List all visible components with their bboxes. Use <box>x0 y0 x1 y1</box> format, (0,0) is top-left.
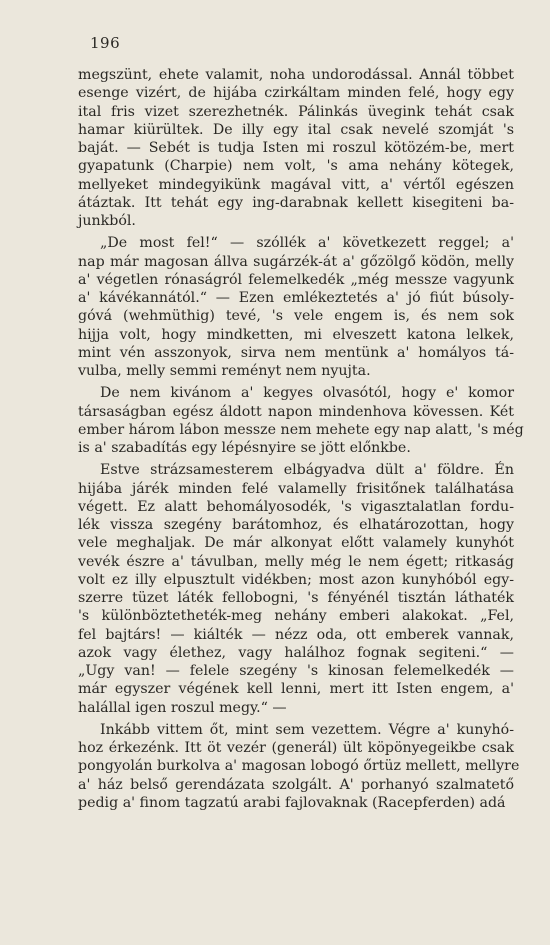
text-line: De nem kivánom a' kegyes olvasótól, hogy e' komor <box>100 385 514 402</box>
text-line: vele meghaljak. De már alkonyat előtt valamely kunyhót <box>78 535 514 552</box>
text-line: a' ház belső gerendázata szolgált. A' porhanyó szalmatető <box>78 776 514 793</box>
text-line: társaságban egész áldott napon mindenhova kövessen. Két <box>78 403 514 420</box>
text-line: vevék észre a' távulban, melly még le nem égett; ritkaság <box>78 553 514 570</box>
text-line: vulba, melly semmi reményt nem nyujta. <box>78 363 371 379</box>
text-line: hoz érkezénk. Itt öt vezér (generál) ült köpönyegeikbe csak <box>78 740 514 756</box>
text-line: pongyolán burkolva a' magosan lobogó őrtüz mellett, mellyre <box>78 758 520 775</box>
paragraph <box>78 384 524 457</box>
text-line: szerre tüzet láték fellobogni, 's fényénél tisztán láthaték <box>78 590 514 606</box>
text-line: Estve strázsamesterem elbágyadva dült a' földre. Én <box>100 462 514 479</box>
paragraph <box>78 234 514 380</box>
text-line: a' kávékannától.“ — Ezen emlékeztetés a' jó fiút búsoly- <box>78 290 514 306</box>
text-line: 's különböztetheték-meg nehány emberi alakokat. „Fel, <box>78 608 514 625</box>
text-line: halállal igen roszul megy.“ — <box>78 699 287 716</box>
text-line: hamar kiürültek. De illy egy ital csak nevelé szomját 's <box>78 121 514 138</box>
text-line: junkból. <box>78 213 136 229</box>
text-line: már egyszer végének kell lenni, mert itt Isten engem, a' <box>78 681 514 698</box>
paragraph <box>78 66 514 230</box>
text-line: volt ez illy elpusztult vidékben; most azon kunyhóból egy- <box>78 571 514 588</box>
text-line: hijába járék minden felé valamelly frisitőnek találhatása <box>78 480 514 497</box>
text-line: végett. Ez alatt behomályosodék, 's vigasztalatlan fordu- <box>78 498 514 515</box>
page-number: 196 <box>90 34 121 52</box>
paragraph <box>78 721 520 812</box>
text-line: mint vén asszonyok, sirva nem mentünk a' homályos tá- <box>78 344 514 361</box>
text-line: gyapatunk (Charpie) nem volt, 's ama nehány kötegek, <box>78 158 514 175</box>
text-line: fel bajtárs! — kiálték — nézz oda, ott emberek vannak, <box>78 626 514 643</box>
text-line: pedig a' finom tagzatú arabi fajlovaknak (Racepferden) adá <box>78 794 506 811</box>
text-line: átáztak. Itt tehát egy ing-darabnak kellett kisegiteni ba- <box>78 194 514 211</box>
text-line: a' végetlen rónaságról felemelkedék „még messze vagyunk <box>78 271 514 288</box>
text-line: is a' szabadítás egy lépésnyire se jött előnkbe. <box>78 440 411 456</box>
text-line: lék vissza szegény barátomhoz, és elhatározottan, hogy <box>78 517 514 533</box>
text-line: ember három lábon messze nem mehete egy nap alatt, 's még <box>78 421 524 438</box>
text-line: „Ugy van! — felele szegény 's kinosan felemelkedék — <box>78 663 514 679</box>
text-line: baját. — Sebét is tudja Isten mi roszul kötözém-be, mert <box>78 140 514 156</box>
body-text <box>78 66 524 812</box>
text-line: ital fris vizet szerezhetnék. Pálinkás üvegink tehát csak <box>78 103 514 120</box>
text-line: „De most fel!“ — szóllék a' következett reggel; a' <box>100 235 514 252</box>
text-line: Inkább vittem őt, mint sem vezettem. Végre a' kunyhó- <box>100 721 514 738</box>
text-line: mellyeket mindegyikünk magával vitt, a' vértől egészen <box>78 176 514 193</box>
text-line: góvá (wehmüthig) tevé, 's vele engem is, és nem sok <box>78 308 514 325</box>
paragraph <box>78 461 514 717</box>
text-line: hijja volt, hogy mindketten, mi elveszett katona lelkek, <box>78 326 514 343</box>
text-line: megszünt, ehete valamit, noha undorodással. Annál többet <box>78 67 514 83</box>
text-line: azok vagy élethez, vagy halálhoz fognak segiteni.“ — <box>78 644 514 661</box>
text-line: esenge vizért, de hijába czirkáltam minden felé, hogy egy <box>78 85 514 102</box>
text-line: nap már magosan állva sugárzék-át a' gőzölgő ködön, melly <box>78 253 514 270</box>
